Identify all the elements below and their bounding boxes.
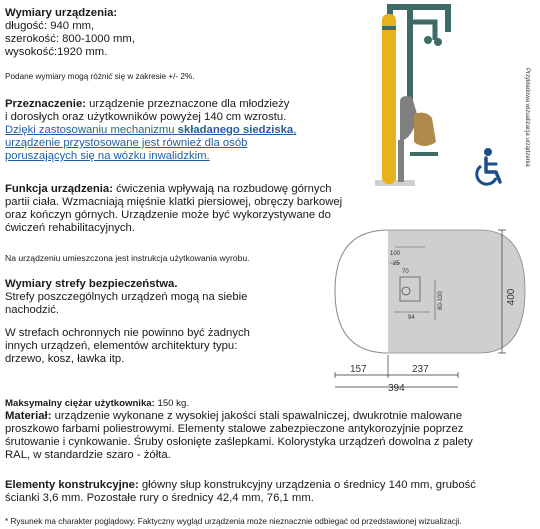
instruction-note: Na urządzeniu umieszczona jest instrukcja użytkowania wyrobu.	[5, 253, 250, 263]
zone-diagram	[330, 225, 530, 395]
material-heading: Materiał:	[5, 410, 52, 422]
wheelchair-link-line2: urządzenie przystosowane jest również dla osób	[5, 137, 248, 149]
purpose-line1	[5, 98, 296, 111]
foot-bar	[410, 152, 438, 156]
max-load	[5, 397, 189, 410]
function-block	[5, 183, 342, 235]
seat-cushion	[414, 113, 436, 146]
dim-100-label: 100	[390, 251, 401, 257]
max-load-value: 150 kg.	[154, 398, 189, 409]
wheelchair-link-line3: poruszających się na wózku inwalidzkim.	[5, 150, 210, 162]
material-line3: śrutowanie i cynkowanie. Śruby osłonięte zaślepkami. Kolorystyka urządzeń dowolna z palety	[5, 436, 473, 448]
main-post	[382, 14, 396, 184]
device-illustration	[370, 2, 470, 192]
wheelchair-link[interactable]	[5, 124, 296, 163]
function-heading: Funkcja urządzenia:	[5, 183, 113, 195]
link-line1-pre: Dzięki zastosowaniu mechanizmu	[5, 124, 178, 136]
seat-post	[398, 140, 404, 182]
dim-height-label: 400	[506, 288, 517, 306]
construction-heading: Elementy konstrukcyjne:	[5, 479, 139, 491]
safety-zone-heading: Wymiary strefy bezpieczeństwa.	[5, 278, 178, 290]
handle-grip-1	[424, 36, 432, 44]
side-caption: Przykładowa wizualizacja urządzenia	[524, 68, 530, 167]
safety-zone-line1: Strefy poszczególnych urządzeń mogą na siebie	[5, 291, 248, 303]
material-line2: proszkowo farbami poliestrowymi. Elementy stalowe zabezpieczone antykorozyjnie poprzez	[5, 423, 464, 435]
purpose-block	[5, 98, 296, 163]
purpose-heading: Przeznaczenie:	[5, 98, 86, 110]
construction-line2: ścianki 3,6 mm. Pozostałe rury o średnicy 42,4 mm, 76,1 mm.	[5, 492, 314, 504]
dim-94-label: 94	[408, 315, 415, 321]
function-line3: oraz kończyn górnych. Urządzenie może być wykorzystywane do	[5, 209, 331, 221]
post-collar	[382, 26, 396, 30]
safety-zone-line3: W strefach ochronnych nie powinno być żadnych	[5, 327, 250, 339]
wheelchair-link-line1	[5, 124, 296, 137]
material-line4: RAL, w standardzie szaro - żółta.	[5, 449, 171, 461]
safety-zone-line4: innych urządzeń, elementów architektury typu:	[5, 340, 238, 352]
material-block	[5, 410, 533, 462]
purpose-line2: i dorosłych oraz użytkowników powyżej 140 cm wzrostu.	[5, 111, 287, 123]
safety-zone-block	[5, 278, 250, 366]
tolerance-note: Podane wymiary mogą różnić się w zakresie +/- 2%.	[5, 72, 195, 81]
dimension-height: wysokość:1920 mm.	[5, 46, 108, 58]
dimension-length: długość: 940 mm,	[5, 20, 95, 32]
zone-outline-left	[335, 230, 388, 353]
dimensions-heading: Wymiary urządzenia:	[5, 7, 118, 19]
construction-line1-text: główny słup konstrukcyjny urządzenia o średnicy 140 mm, grubość	[138, 479, 476, 491]
function-line4: ćwiczeń rehabilitacyjnych.	[5, 222, 135, 234]
function-line2: partii ciała. Wzmacniają mięśnie klatki piersiowej, obręczy barkowej	[5, 196, 343, 208]
dim-right-label: 237	[412, 364, 429, 375]
material-line1-text: urządzenie wykonane z wysokiej jakości stali spawalniczej, dwukrotnie malowane	[51, 410, 463, 422]
dimensions-block	[5, 7, 135, 59]
safety-zone-line5: drzewo, kosz, ławka itp.	[5, 353, 125, 365]
purpose-line1-text: urządzenie przeznaczone dla młodzieży	[86, 98, 290, 110]
dimension-width: szerokość: 800-1000 mm,	[5, 33, 135, 45]
function-line1-text: ćwiczenia wpływają na rozbudowę górnych	[112, 183, 332, 195]
zone-shaded-area	[388, 230, 525, 353]
construction-line1	[5, 479, 533, 492]
function-line1	[5, 183, 342, 196]
dim-70-label: 70	[402, 269, 409, 275]
link-line1-bold: składanego siedziska	[177, 124, 294, 136]
footnote: * Rysunek ma charakter poglądowy. Faktyczny wygląd urządzenia może nieznacznie odbiegać od przedstawionej wizualizacji.	[5, 517, 462, 526]
dim-left-label: 157	[350, 364, 367, 375]
material-line1	[5, 410, 533, 423]
dim-total-label: 394	[388, 383, 405, 394]
max-load-label: Maksymalny ciężar użytkownika:	[5, 398, 155, 409]
construction-block	[5, 479, 533, 505]
wheelchair-icon	[466, 146, 508, 188]
frame-arm-handle	[410, 22, 435, 40]
link-line1-post: ,	[293, 124, 297, 136]
safety-zone-line2: nachodzić.	[5, 304, 60, 316]
dim-25-label: 25	[393, 261, 400, 267]
handle-grip-2	[434, 38, 442, 46]
dim-range-label: 80-100	[438, 291, 444, 310]
